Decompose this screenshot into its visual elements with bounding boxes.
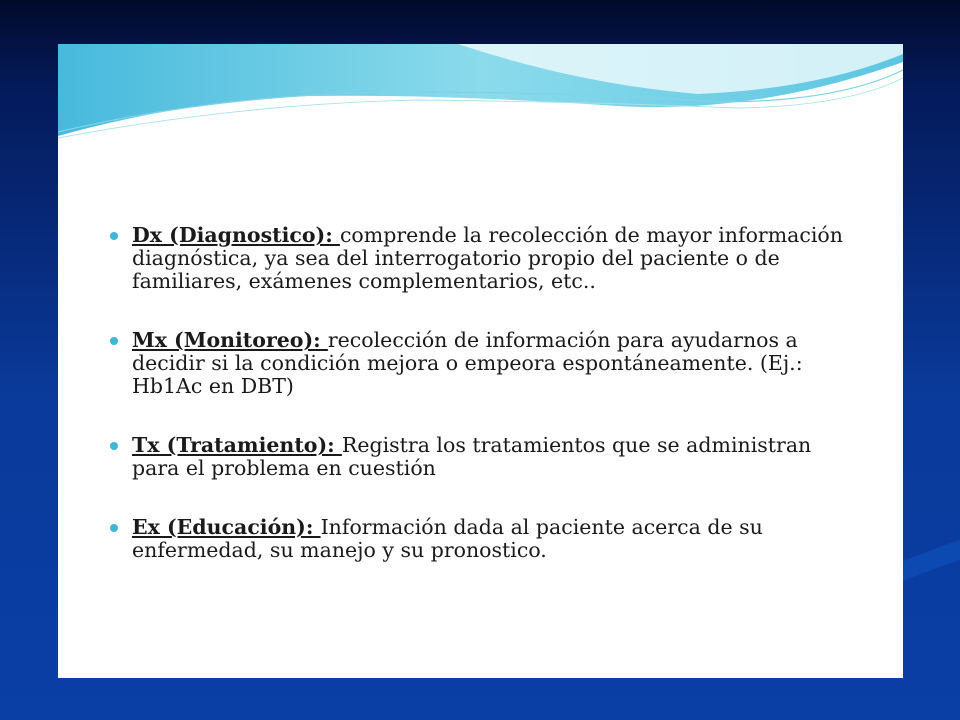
bullet-item-dx: [110, 224, 850, 293]
bullet-list: [110, 224, 850, 598]
bullet-item-ex: [110, 516, 850, 562]
bullet-dot-icon: [110, 524, 118, 532]
header-wave-decoration: [58, 44, 903, 154]
bullet-dot-icon: [110, 442, 118, 450]
bullet-text: Registra los tratamientos que se administran para el problema en cuestión: [132, 433, 812, 480]
bullet-text: recolección de información para ayudarnos a decidir si la condición mejora o empeora espontáneamente. (Ej.: Hb1Ac en DBT): [132, 328, 803, 398]
bullet-item-mx: [110, 329, 850, 398]
bullet-term: Ex (Educación):: [132, 515, 321, 539]
bullet-text: Información dada al paciente acerca de su enfermedad, su manejo y su pronostico.: [132, 515, 763, 562]
slide-panel: [58, 44, 903, 678]
bullet-item-tx: [110, 434, 850, 480]
bullet-text: comprende la recolección de mayor información diagnóstica, ya sea del interrogatorio propio del paciente o de familiares, exámenes complementarios, etc..: [132, 223, 843, 293]
bullet-term: Dx (Diagnostico):: [132, 223, 340, 247]
bullet-term: Tx (Tratamiento):: [132, 433, 342, 457]
bullet-term: Mx (Monitoreo):: [132, 328, 328, 352]
bullet-dot-icon: [110, 337, 118, 345]
bullet-dot-icon: [110, 232, 118, 240]
